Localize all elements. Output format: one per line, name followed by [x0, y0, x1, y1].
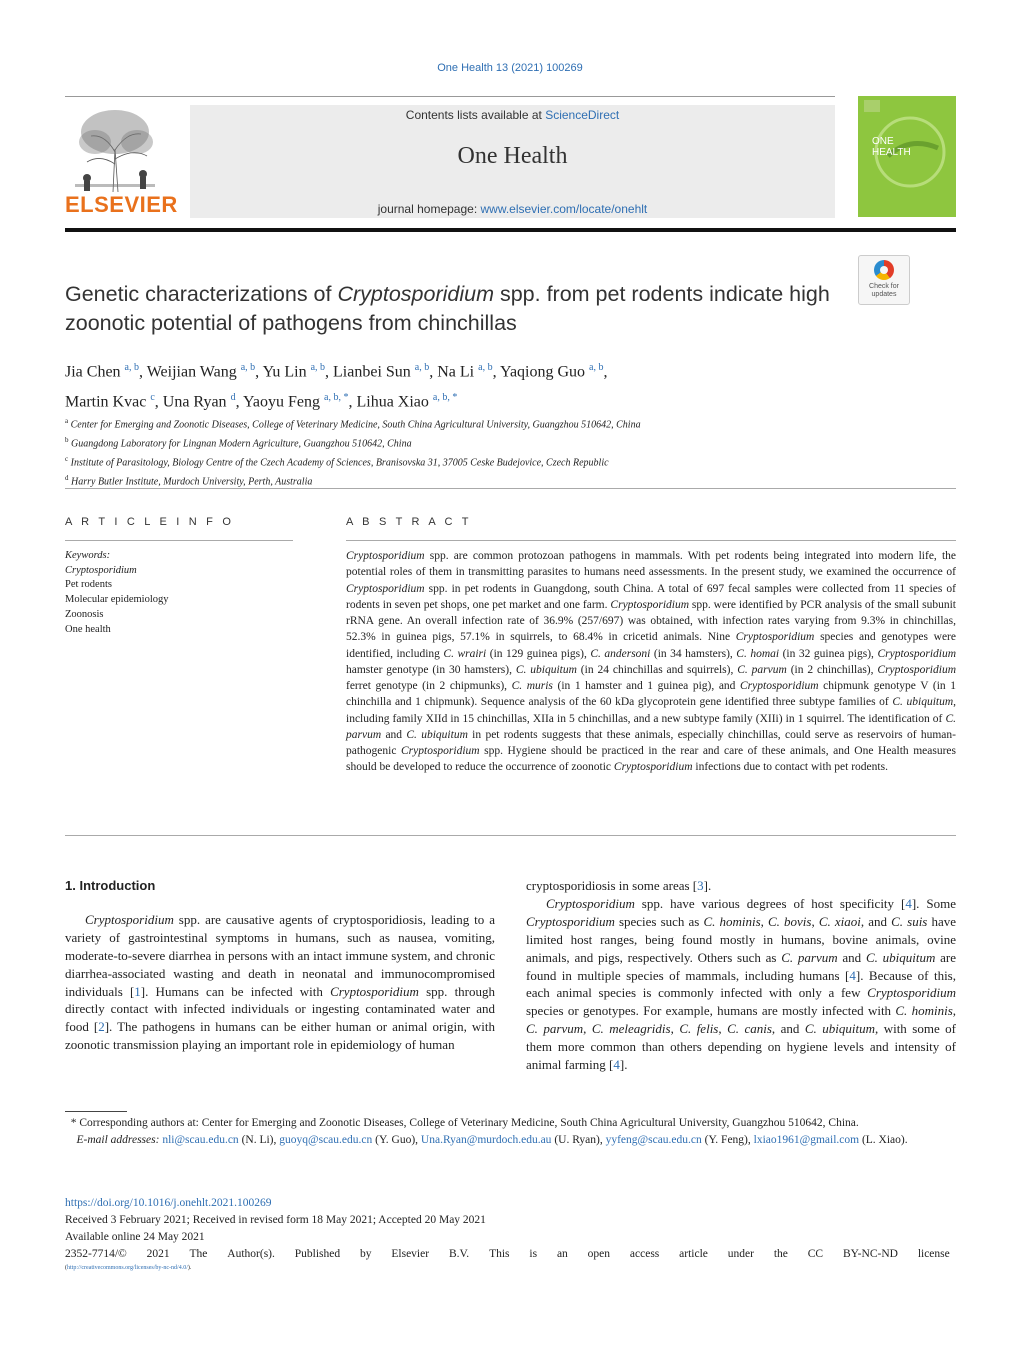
contents-line	[190, 108, 835, 122]
license-word: Published	[294, 1248, 341, 1260]
citation-link[interactable]: 1	[134, 983, 141, 999]
citation-link[interactable]: 2	[98, 1019, 105, 1035]
author-separator: ,	[154, 393, 163, 411]
divider	[65, 488, 956, 489]
author-name[interactable]: Martin Kvac	[65, 393, 147, 411]
author-separator: ,	[429, 363, 438, 381]
homepage-line	[190, 202, 835, 216]
license-word: access	[629, 1248, 660, 1260]
footnote-rule	[65, 1111, 127, 1112]
sciencedirect-link[interactable]: ScienceDirect	[545, 108, 620, 122]
license-link[interactable]: http://creativecommons.org/licenses/by-nc-nd/4.0/	[67, 1265, 188, 1271]
author-affiliation-mark[interactable]: a, b	[589, 362, 604, 373]
author-name[interactable]: Una Ryan	[162, 393, 227, 411]
license-word: under	[727, 1248, 754, 1260]
license-word: Author(s).	[227, 1248, 275, 1260]
email-link[interactable]: Una.Ryan@murdoch.edu.au	[420, 1134, 552, 1146]
author-name[interactable]: Lianbei Sun	[333, 363, 411, 381]
contents-prefix: Contents lists available at	[405, 108, 546, 122]
check-for-updates-button[interactable]	[858, 255, 910, 305]
elsevier-logo[interactable]	[65, 104, 178, 218]
affiliation-item	[65, 414, 945, 433]
author-separator: ,	[255, 363, 263, 381]
author-name[interactable]: Lihua Xiao	[356, 393, 429, 411]
author-separator: ,	[235, 393, 243, 411]
author-affiliation-mark[interactable]: d	[230, 392, 236, 404]
journal-title: One Health	[457, 143, 568, 169]
cover-line2: HEALTH	[872, 147, 911, 158]
license-word: article	[679, 1248, 708, 1260]
email-owner: (N. Li),	[238, 1134, 280, 1146]
corresponding-mark: *	[70, 1117, 77, 1129]
available-online: Available online 24 May 2021	[65, 1231, 205, 1243]
check-updates-line1: Check for	[869, 283, 899, 290]
corresponding-author-note	[65, 1115, 956, 1132]
license-word: 2352-7714/©	[65, 1248, 127, 1260]
masthead-top-rule	[65, 96, 835, 97]
author-separator: ,	[325, 363, 334, 381]
license-word: CC	[807, 1248, 824, 1260]
crossmark-icon	[874, 260, 894, 280]
author-name[interactable]: Yu Lin	[262, 363, 307, 381]
license-word: license	[917, 1248, 950, 1260]
affiliation-mark: a	[65, 417, 69, 425]
footnotes	[65, 1115, 956, 1149]
email-link[interactable]: lxiao1961@gmail.com	[753, 1134, 860, 1146]
affiliation-list	[65, 414, 945, 490]
citation-link[interactable]: 4	[849, 967, 856, 983]
check-updates-line2: updates	[871, 291, 897, 298]
email-link[interactable]: yyfeng@scau.edu.cn	[605, 1134, 702, 1146]
author-affiliation-mark[interactable]: a, b	[124, 362, 139, 373]
homepage-link[interactable]: www.elsevier.com/locate/onehlt	[480, 202, 648, 216]
affiliation-item	[65, 433, 945, 452]
email-owner: (Y. Feng),	[701, 1134, 754, 1146]
author-name[interactable]: Yaoyu Feng	[242, 393, 321, 411]
check-updates-label	[859, 283, 909, 299]
elsevier-wordmark: ELSEVIER	[65, 192, 178, 217]
license-word: The	[189, 1248, 208, 1260]
author-separator: ,	[603, 363, 608, 381]
license-statement	[65, 1246, 950, 1263]
received-dates: Received 3 February 2021; Received in revised form 18 May 2021; Accepted 20 May 2021	[65, 1214, 486, 1226]
affiliation-mark: c	[65, 455, 69, 464]
cover-title	[872, 136, 911, 158]
cover-line1: ONE	[872, 136, 894, 147]
affiliation-text: Institute of Parasitology, Biology Centre of the Czech Academy of Sciences, Branisovska 31, 37005 Ceske Budejovice, Czech Republic	[70, 457, 609, 469]
license-word: open	[587, 1248, 611, 1260]
article-title	[65, 280, 845, 338]
affiliation-mark: b	[65, 436, 69, 445]
author-affiliation-mark[interactable]: c	[150, 392, 155, 404]
email-link[interactable]: nli@scau.edu.cn	[162, 1134, 239, 1146]
intro-paragraph-continued: cryptosporidiosis in some areas [3].	[526, 878, 712, 893]
homepage-prefix: journal homepage:	[377, 202, 481, 216]
doi-link[interactable]: https://doi.org/10.1016/j.onehlt.2021.100269	[65, 1197, 272, 1209]
title-part2: spp. from pet rodents indicate high zoonotic potential of pathogens from chinchillas	[65, 282, 830, 335]
keywords-block	[65, 549, 305, 637]
body-column-right	[526, 877, 956, 1074]
author-affiliation-mark[interactable]: a, b, *	[432, 392, 458, 404]
title-part1: Genetic characterizations of	[65, 282, 338, 306]
affiliation-text: Guangdong Laboratory for Lingnan Modern Agriculture, Guangzhou 510642, China	[71, 438, 412, 450]
email-label: E-mail addresses:	[76, 1134, 160, 1146]
divider	[346, 540, 956, 541]
affiliation-item	[65, 452, 945, 471]
article-info-heading: A R T I C L E I N F O	[65, 516, 235, 528]
license-word: B.V.	[448, 1248, 470, 1260]
email-owner: (U. Ryan),	[551, 1134, 606, 1146]
author-name[interactable]: Na Li	[437, 363, 475, 381]
license-word: is	[529, 1248, 538, 1260]
article-metadata	[65, 1195, 956, 1273]
email-owner: (L. Xiao).	[859, 1134, 908, 1146]
body-column-left	[65, 877, 495, 1054]
citation-link[interactable]: 4	[905, 895, 912, 911]
author-affiliation-mark[interactable]: a, b	[414, 362, 430, 373]
license-word: an	[556, 1248, 568, 1260]
abstract-text: Cryptosporidium spp. are common protozoan pathogens in mammals. With pet rodents being integrated into modern life, the potential roles of them in transmitting parasites to humans need assessments. In the present study, we examined the occurrence of Cryptosporidium spp. in pet rodents in Guangdong, south China. A total of 697 fecal samples were collected from 11 species of rodents in seven pet shops, one pet market and one farm. Cryptosporidium spp. were identified by PCR analysis of the small subunit rRNA gene. An overall infection rate of 36.9% (257/697) was obtained, with infection rates varying from 9.3% in chinchillas, 52.3% in guinea pigs, 57.1% in squirrels, to 68.4% in cricetid animals. Nine Cryptosporidium species and genotypes were identified, including C. wrairi (in 129 guinea pigs), C. andersoni (in 34 hamsters), C. homai (in 32 guinea pigs), Cryptosporidium hamster genotype (in 30 hamsters), C. ubiquitum (in 24 chinchillas and squirrels), C. parvum (in 2 chinchillas), Cryptosporidium ferret genotype (in 2 chipmunks), C. muris (in 1 hamster and 1 guinea pig), and Cryptosporidium chipmunk genotype V (in 1 chinchilla and 1 chipmunk). Sequence analysis of the 60 kDa glycoprotein gene identified three subtype families of C. ubiquitum, including family XIId in 15 chinchillas, XIIa in 5 chinchillas, and a new subtype family (XIIi) in 1 squirrel. The identification of C. parvum and C. ubiquitum in pet rodents suggests that these animals, especially chinchillas, could serve as reservoirs of human-pathogenic Cryptosporidium spp. Hygiene should be practiced in the rear and care of these animals, and One Health measures should be developed to reduce the occurrence of zoonotic Cryptosporidium infections due to contact with pet rodents.	[346, 550, 957, 774]
email-addresses	[65, 1132, 956, 1149]
title-italic: Cryptosporidium	[337, 282, 494, 306]
author-list	[65, 355, 925, 416]
affiliation-text: Harry Butler Institute, Murdoch University, Perth, Australia	[71, 476, 313, 488]
author-affiliation-mark[interactable]: a, b	[240, 362, 256, 373]
author-name[interactable]: Yaqiong Guo	[499, 363, 586, 381]
license-word: BY-NC-ND	[842, 1248, 898, 1260]
license-word: This	[489, 1248, 510, 1260]
keywords-label: Keywords:	[65, 550, 111, 561]
intro-paragraph: Cryptosporidium spp. have various degrees of host specificity [4]. Some Cryptosporidium species such as C. hominis, C. bovis, C. xiaoi, and C. suis have limited host ranges, being found mostly in humans, bovine animals, ovine animals, and pigs, respectively. Others such as C. parvum and C. ubiquitum are found in multiple species of mammals, including humans [4]. Because of this, each animal species is commonly infected with only a few Cryptosporidium species or genotypes. For example, humans are mostly infected with C. hominis, C. parvum, C. meleagridis, C. felis, C. canis, and C. ubiquitum, with some of them more common than others depending on hygiene levels and intensity of animal farming [4].	[526, 895, 957, 1073]
author-name[interactable]: Weijian Wang	[146, 363, 237, 381]
journal-cover[interactable]	[858, 96, 956, 217]
license-word: Elsevier	[391, 1248, 430, 1260]
license-word: the	[773, 1248, 788, 1260]
section-heading-introduction: 1. Introduction	[65, 878, 156, 893]
citation-link[interactable]: 3	[697, 878, 704, 893]
author-affiliation-mark[interactable]: a, b	[310, 362, 326, 373]
abstract-heading: A B S T R A C T	[346, 516, 472, 528]
keyword-item: Cryptosporidium	[65, 564, 137, 576]
affiliation-mark: d	[65, 474, 69, 483]
author-affiliation-mark[interactable]: a, b, *	[324, 392, 349, 404]
email-owner: (Y. Guo),	[372, 1134, 421, 1146]
keyword-item: Zoonosis	[65, 608, 104, 620]
running-head[interactable]: One Health 13 (2021) 100269	[437, 62, 583, 74]
author-affiliation-mark[interactable]: a, b	[478, 362, 493, 373]
keyword-item: Pet rodents	[65, 579, 112, 591]
corresponding-text: Corresponding authors at: Center for Emerging and Zoonotic Diseases, College of Veterinary Medicine, South China Agricultural University, Guangzhou 510642, China.	[76, 1117, 859, 1129]
email-link[interactable]: guoyq@scau.edu.cn	[279, 1134, 373, 1146]
author-name[interactable]: Jia Chen	[65, 363, 121, 381]
affiliation-text: Center for Emerging and Zoonotic Diseases, College of Veterinary Medicine, South China Agricultural University, Guangzhou 510642, China	[70, 419, 641, 431]
tree-icon	[65, 104, 165, 194]
masthead-bottom-rule	[65, 228, 956, 232]
citation-link[interactable]: 4	[613, 1057, 620, 1073]
divider	[65, 540, 293, 541]
keyword-item: Molecular epidemiology	[65, 594, 169, 606]
author-separator: ,	[348, 393, 357, 411]
license-word: 2021	[146, 1248, 170, 1260]
license-word: by	[360, 1248, 372, 1260]
author-separator: ,	[139, 363, 147, 381]
keyword-item: One health	[65, 623, 111, 635]
author-separator: ,	[492, 363, 500, 381]
intro-paragraph: Cryptosporidium spp. are causative agents of cryptosporidiosis, leading to a variety of gastrointestinal symptoms in humans, such as nausea, vomiting, moderate-to-severe diarrhea in persons with an intact immune system, and chronic diarrhea-associated wasting and death in neonatal and immunocompromised individuals [1]. Humans can be infected with Cryptosporidium spp. through directly contact with infected individuals or ingesting contaminated water and food [2]. The pathogens in humans can be either human or animal origin, with zoonotic transmission playing an important role in epidemiology of human	[65, 911, 496, 1053]
license-url-line: (http://creativecommons.org/licenses/by-nc-nd/4.0/).	[65, 1265, 192, 1271]
divider	[65, 835, 956, 836]
